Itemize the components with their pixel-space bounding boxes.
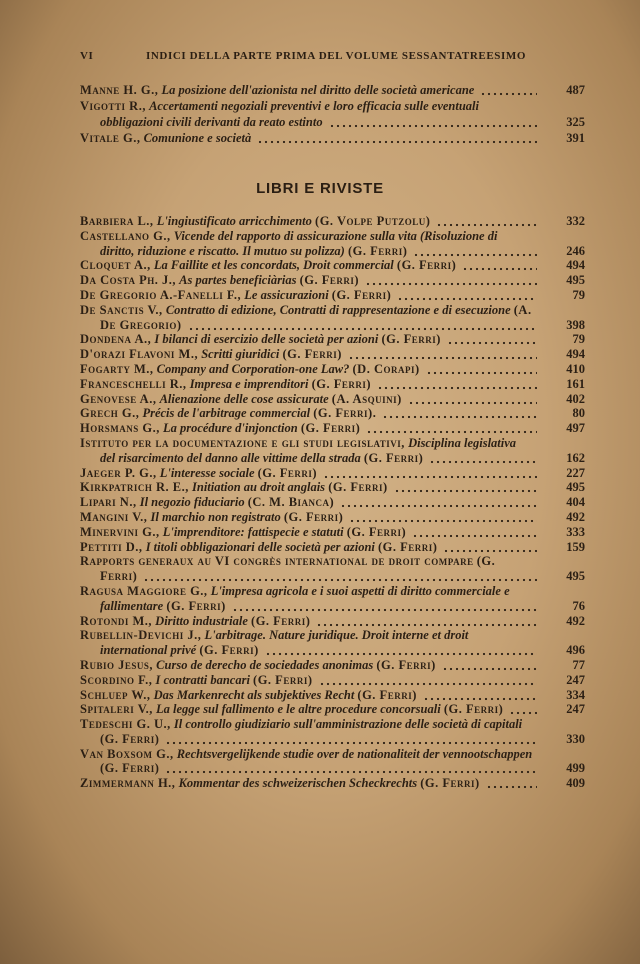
entry-author: Scordino F., <box>80 672 153 687</box>
dot-leader <box>188 318 537 332</box>
index-entry <box>80 688 585 703</box>
dot-leader <box>443 540 537 554</box>
entry-reviewer: (G. Ferri) <box>363 450 424 465</box>
entry-reviewer: (G. Ferri) <box>282 347 342 362</box>
entry-page-number: 402 <box>566 391 585 406</box>
dot-leader <box>394 480 537 494</box>
entry-title: I bilanci di esercizio delle società per azioni <box>154 332 379 347</box>
entry-page-number: 246 <box>566 243 585 258</box>
entry-author: Franceschelli R., <box>80 376 187 391</box>
dot-leader <box>349 510 537 524</box>
entry-title: L'arbitrage. Nature juridique. Droit interne et droit international privé <box>100 628 469 658</box>
entry-title: Curso de derecho de sociedades anonimas <box>156 657 374 672</box>
entry-reviewer: (G. Ferri) <box>357 687 417 702</box>
dot-leader <box>423 688 537 702</box>
dot-leader <box>436 214 537 228</box>
entry-author: Vitale G., <box>80 131 141 145</box>
entry-reviewer: (G. Ferri) <box>283 509 344 524</box>
running-header <box>80 50 585 64</box>
index-entry <box>80 466 585 481</box>
page-number-folio: VI <box>80 50 94 62</box>
entry-reviewer: (D. Corapi) <box>352 361 420 376</box>
index-entry <box>80 776 585 791</box>
entry-page-number: 76 <box>572 598 585 613</box>
index-entry <box>80 421 585 436</box>
entry-author: Ragusa Maggiore G., <box>80 583 208 598</box>
entry-title: Contratto di edizione, Contratti di rappresentazione e di esecuzione <box>165 302 511 317</box>
index-entry <box>80 540 585 555</box>
dot-leader <box>429 451 537 465</box>
dot-leader <box>348 347 537 361</box>
entry-author: Schluep W., <box>80 687 151 702</box>
entry-author: Rotondi M., <box>80 613 153 628</box>
index-entry <box>80 406 585 421</box>
entry-page-number: 409 <box>566 776 585 791</box>
entry-reviewer: (G. Ferri) <box>100 761 160 776</box>
index-list-continued <box>80 82 585 146</box>
dot-leader <box>397 288 537 302</box>
entry-page-number: 495 <box>566 273 585 288</box>
entry-author: Pettiti D., <box>80 539 143 554</box>
entry-author: Castellano G., <box>80 228 171 243</box>
entry-author: Jaeger P. G., <box>80 465 157 480</box>
entry-reviewer: (G. Volpe Putzolu) <box>315 214 431 228</box>
entry-page-number: 79 <box>572 332 585 347</box>
entry-page-number: 330 <box>566 731 585 746</box>
index-entry <box>80 82 585 98</box>
entry-title: Comunione e società <box>143 131 252 145</box>
index-entry <box>80 229 585 259</box>
entry-page-number: 79 <box>572 287 585 302</box>
entry-page-number: 77 <box>572 657 585 672</box>
entry-page-number: 162 <box>566 450 585 465</box>
entry-author: Vigotti R., <box>80 99 146 113</box>
entry-reviewer: (G. Ferri) <box>166 598 226 613</box>
entry-title: Company and Corporation-one Law? <box>156 361 350 376</box>
entry-author: Minervini G., <box>80 524 160 539</box>
dot-leader <box>165 761 537 775</box>
index-entry <box>80 288 585 303</box>
entry-title: Précis de l'arbitrage commercial <box>142 406 311 421</box>
entry-author: Rubellin-Devichi J., <box>80 628 202 643</box>
entry-author: Rubio Jesus, <box>80 657 154 672</box>
entry-page-number: 404 <box>566 495 585 510</box>
dot-leader <box>377 377 537 391</box>
entry-reviewer: (G. Ferri) <box>300 421 361 436</box>
dot-leader <box>257 131 537 145</box>
entry-title: I titoli obbligazionari delle società per azioni <box>145 539 375 554</box>
entry-reviewer: (G. Ferri) <box>253 672 313 687</box>
entry-author: Da Costa Ph. J., <box>80 273 177 288</box>
index-entry <box>80 377 585 392</box>
entry-title: Vicende del rapporto di assicurazione sulla vita (Risoluzione di diritto, riduzione e riscatto. Il mutuo su polizza) <box>100 228 498 258</box>
entry-author: Lipari N., <box>80 495 137 510</box>
entry-page-number: 159 <box>566 539 585 554</box>
entry-reviewer: (G. Ferri) <box>381 332 441 347</box>
dot-leader <box>319 673 538 687</box>
entry-title: Il marchio non registrato <box>150 509 281 524</box>
index-entry <box>80 510 585 525</box>
running-title: INDICI DELLA PARTE PRIMA DEL VOLUME SESSANTATREESIMO <box>146 50 527 62</box>
dot-leader <box>426 362 537 376</box>
index-entry <box>80 347 585 362</box>
entry-reviewer: (G. Ferri) <box>376 657 436 672</box>
entry-title: La posizione dell'azionista nel diritto delle società americane <box>161 83 475 97</box>
entry-author: Horsmans G., <box>80 421 160 436</box>
entry-reviewer: (G. Ferri) <box>257 465 318 480</box>
entry-page-number: 487 <box>566 83 585 97</box>
entry-reviewer: (A. Asquini) <box>331 391 402 406</box>
entry-title: L'ingiustificato arricchimento <box>156 214 312 228</box>
entry-title: Alienazione delle cose assicurate <box>159 391 329 406</box>
dot-leader <box>323 466 537 480</box>
entry-title: Das Markenrecht als subjektives Recht <box>153 687 355 702</box>
entry-author: Grech G., <box>80 406 140 421</box>
entry-title: Initiation au droit anglais <box>192 480 326 495</box>
section-heading: LIBRI E RIVISTE <box>256 180 384 197</box>
entry-reviewer: (C. M. Bianca) <box>247 495 335 510</box>
entry-author: Genovese A., <box>80 391 157 406</box>
index-entry <box>80 332 585 347</box>
entry-page-number: 495 <box>566 569 585 584</box>
index-entry <box>80 392 585 407</box>
entry-title: As partes beneficiàrias <box>179 273 297 288</box>
entry-author: Van Boxsom G., <box>80 746 174 761</box>
entry-page-number: 247 <box>566 672 585 687</box>
entry-title: Disciplina legislativa del risarcimento del danno alle vittime della strada <box>100 435 517 465</box>
index-entry <box>80 747 585 777</box>
index-entry <box>80 658 585 673</box>
dot-leader <box>340 495 537 509</box>
index-entry <box>80 717 585 747</box>
index-entry <box>80 98 585 130</box>
entry-title: Diritto industriale <box>155 613 248 628</box>
index-entry <box>80 495 585 510</box>
dot-leader <box>165 732 537 746</box>
entry-reviewer: (G. Ferri) <box>378 539 438 554</box>
entry-page-number: 227 <box>566 465 585 480</box>
entry-title: La Faillite et les concordats, Droit commercial <box>153 258 394 273</box>
dot-leader <box>480 83 537 97</box>
entry-page-number: 80 <box>572 406 585 421</box>
dot-leader <box>509 702 537 716</box>
entry-reviewer: (G. Ferri). <box>313 406 377 421</box>
index-entry <box>80 130 585 146</box>
dot-leader <box>365 273 537 287</box>
entry-page-number: 398 <box>566 317 585 332</box>
entry-reviewer: (G. Ferri) <box>346 524 407 539</box>
entry-title: L'impresa agricola e i suoi aspetti di diritto commerciale e fallimentare <box>100 583 510 613</box>
index-entry <box>80 480 585 495</box>
entry-page-number: 496 <box>566 643 585 658</box>
entry-reviewer: (G. Ferri) <box>100 554 496 584</box>
dot-leader <box>486 776 537 790</box>
entry-title: La procédure d'injonction <box>162 421 298 436</box>
index-entry <box>80 702 585 717</box>
dot-leader <box>408 392 537 406</box>
index-entry <box>80 303 585 333</box>
entry-title: L'interesse sociale <box>159 465 255 480</box>
entry-author: Spitaleri V., <box>80 702 153 717</box>
dot-leader <box>329 115 537 129</box>
index-entry <box>80 614 585 629</box>
entry-author: De Gregorio A.-Fanelli F., <box>80 287 242 302</box>
entry-reviewer: (G. Ferri) <box>199 643 259 658</box>
entry-author: D'orazi Flavoni M., <box>80 347 199 362</box>
entry-reviewer: (G. Ferri) <box>328 480 388 495</box>
entry-title: Il controllo giudiziario sull'amministrazione delle società di capitali <box>173 717 523 732</box>
entry-reviewer: (G. Ferri) <box>347 243 408 258</box>
dot-leader <box>412 525 537 539</box>
dot-leader <box>413 244 537 258</box>
index-entry <box>80 554 585 584</box>
entry-page-number: 334 <box>566 687 585 702</box>
entry-page-number: 499 <box>566 761 585 776</box>
entry-title: I contratti bancari <box>155 672 250 687</box>
entry-reviewer: (G. Ferri) <box>100 731 160 746</box>
entry-title: Il negozio fiduciario <box>139 495 245 510</box>
entry-page-number: 494 <box>566 347 585 362</box>
entry-page-number: 333 <box>566 524 585 539</box>
dot-leader <box>265 643 537 657</box>
entry-author: Istituto per la documentazione e gli studi legislativi, <box>80 435 405 450</box>
entry-reviewer: (G. Ferri) <box>311 376 372 391</box>
dot-leader <box>366 421 537 435</box>
entry-author: Zimmermann H., <box>80 776 176 791</box>
entry-reviewer: (A. De Gregorio) <box>100 302 532 332</box>
dot-leader <box>447 332 537 346</box>
entry-page-number: 247 <box>566 702 585 717</box>
dot-leader <box>382 406 537 420</box>
entry-page-number: 410 <box>566 361 585 376</box>
entry-title: Impresa e imprenditori <box>189 376 309 391</box>
index-entry <box>80 525 585 540</box>
entry-author: Tedeschi G. U., <box>80 717 171 732</box>
dot-leader <box>143 569 537 583</box>
entry-title: Scritti giuridici <box>201 347 280 362</box>
dot-leader <box>442 658 537 672</box>
entry-page-number: 325 <box>566 115 585 129</box>
entry-author: De Sanctis V., <box>80 302 163 317</box>
entry-page-number: 391 <box>566 131 585 145</box>
index-entry <box>80 214 585 229</box>
index-entry <box>80 436 585 466</box>
entry-reviewer: (G. Ferri) <box>396 258 457 273</box>
entry-author: Cloquet A., <box>80 258 151 273</box>
index-list-books-journals <box>80 214 585 791</box>
entry-reviewer: (G. Ferri) <box>420 776 480 791</box>
entry-page-number: 495 <box>566 480 585 495</box>
index-entry <box>80 628 585 658</box>
index-entry <box>80 258 585 273</box>
entry-reviewer: (G. Ferri) <box>443 702 504 717</box>
dot-leader <box>462 258 537 272</box>
index-entry <box>80 273 585 288</box>
entry-title: Rechtsvergelijkende studie over de nationaliteit der vennootschappen <box>176 746 533 761</box>
entry-title: La legge sul fallimento e le altre procedure concorsuali <box>155 702 441 717</box>
entry-page-number: 492 <box>566 509 585 524</box>
entry-reviewer: (G. Ferri) <box>251 613 311 628</box>
index-entry <box>80 673 585 688</box>
entry-author: Manne H. G., <box>80 83 159 97</box>
entry-author: Barbiera L., <box>80 214 154 228</box>
entry-page-number: 492 <box>566 613 585 628</box>
dot-leader <box>316 614 537 628</box>
entry-page-number: 497 <box>566 421 585 436</box>
entry-title: Kommentar des schweizerischen Scheckrechts <box>178 776 418 791</box>
entry-author: Rapports generaux au VI congrès international de droit compare <box>80 554 474 569</box>
entry-author: Dondena A., <box>80 332 152 347</box>
entry-page-number: 332 <box>566 214 585 228</box>
entry-author: Kirkpatrich R. E., <box>80 480 189 495</box>
entry-author: Mangini V., <box>80 509 148 524</box>
entry-title: Le assicurazioni <box>244 287 329 302</box>
entry-title: Accertamenti negoziali preventivi e loro efficacia sulle eventuali obbligazioni civili derivanti da reato estinto <box>100 99 480 129</box>
entry-reviewer: (G. Ferri) <box>299 273 360 288</box>
entry-reviewer: (G. Ferri) <box>331 287 392 302</box>
entry-page-number: 494 <box>566 258 585 273</box>
index-entry <box>80 362 585 377</box>
dot-leader <box>232 599 537 613</box>
entry-page-number: 161 <box>566 376 585 391</box>
entry-author: Fogarty M., <box>80 361 154 376</box>
entry-title: L'imprenditore: fattispecie e statuti <box>162 524 344 539</box>
index-entry <box>80 584 585 614</box>
